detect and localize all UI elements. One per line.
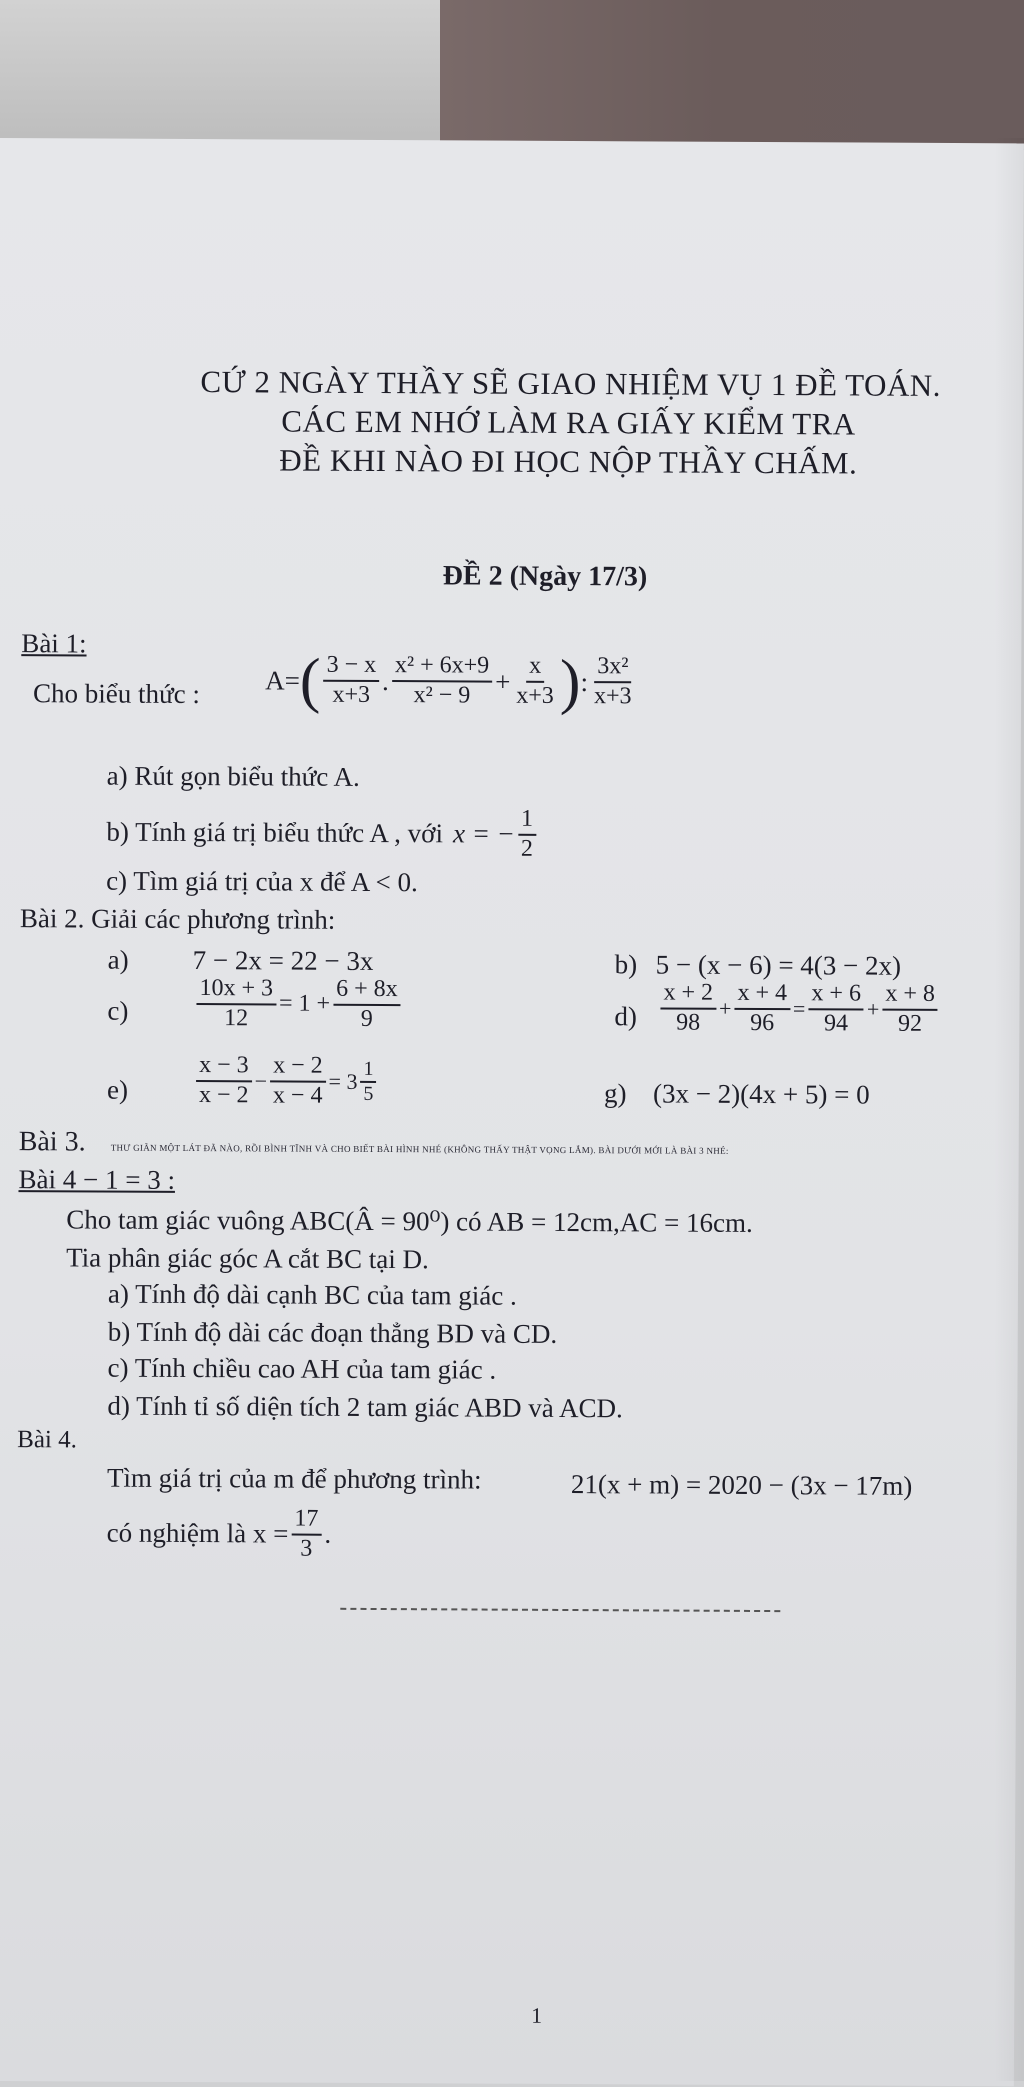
bai2-a-eq: 7 − 2x = 22 − 3x [192,945,374,976]
bai3-b: b) Tính độ dài các đoạn thẳng BD và CD. [107,1316,558,1349]
paper-shadow [994,138,1024,2081]
fraction: $\frac{x}{x+3}$ [516,653,554,709]
fraction: $\frac{17}{3}$ [291,1506,321,1563]
fraction: $\frac{\text{3x²}}{x+3}$ [593,653,632,710]
bai3-line1: Cho tam giác vuông ABC(Â = 90⁰) có AB = 12cm,AC = 16cm. [66,1204,753,1238]
bai1-c: c) Tìm giá trị của x để A < 0. [106,865,418,898]
bai2-a-label: a) [107,944,129,975]
bai2-c-label: c) [107,995,129,1026]
bai2-g-eq: (3x − 2)(4x + 5) = 0 [652,1078,870,1110]
bai3-c: c) Tính chiều cao AH của tam giác . [107,1352,497,1385]
fraction: $\frac{x - 2}{x - 4}$ [270,1052,326,1109]
background-wall [0,0,1024,150]
plus-op: + [495,666,511,697]
left-paren: ( [299,646,321,715]
bai4-line1: Tìm giá trị của m để phương trình: [106,1462,482,1495]
fraction: $\frac{x + 4}{96}$ [734,980,790,1037]
exam-paper [0,138,1024,2086]
heading-line-1: CỨ 2 NGÀY THẦY SẼ GIAO NHIỆM VỤ 1 ĐỀ TOÁN. [200,364,942,403]
bai2-e-eq: $\frac{x - 3}{x - 2}$ − $\frac{x - 2}{x - 4}$ = 3 $\frac{1}{5}$ [193,1052,380,1110]
fraction: $\frac{3 - x}{x+3}$ [323,652,379,709]
bai3-a: a) Tính độ dài cạnh BC của tam giác . [107,1278,517,1311]
right-paren: ) [559,647,581,717]
heading-line-3: ĐỀ KHI NÀO ĐI HỌC NỘP THẦY CHẤM. [279,442,858,481]
bai1-label: Bài 1: [21,628,87,659]
bai2-g-label: g) [603,1078,627,1109]
bai4-label: Bài 4. [17,1426,77,1454]
bai3-note: THƯ GIÃN MỘT LÁT ĐÃ NÀO, RỒI BÌNH TĨNH VÀ CHO BIẾT BÀI HÌNH NHÉ (KHÔNG THẤY THẬT VỌNG LẮM). BÀI DƯỚI MỚI LÀ BÀI 3 NHÉ: [110,1142,729,1156]
bai2-c-eq: $\frac{10x + 3}{12}$ = 1 + $\frac{6 + 8x}{9}$ [193,975,403,1033]
fraction: $\frac{x + 8}{92}$ [882,981,938,1038]
fraction: $\frac{x + 6}{94}$ [808,980,864,1037]
bai2-b-label: b) [614,949,638,980]
bai1-expression [265,646,638,717]
bai4-eq: 21(x + m) = 2020 − (3x − 17m) [570,1469,913,1501]
bai2-b-eq: 5 − (x − 6) = 4(3 − 2x) [655,949,902,981]
fraction: $\frac{x + 2}{98}$ [660,979,716,1036]
fraction: $\frac{\text{x² + 6x+9}}{\text{x² − 9}}$ [392,652,493,710]
bai3-line2: Tia phân giác góc A cắt BC tại D. [66,1242,429,1275]
bai2-e-label: e) [106,1074,129,1105]
fraction: $\frac{1}{2}$ [518,806,536,863]
fraction: $\frac{x - 3}{x - 2}$ [196,1052,252,1109]
bai1-b: b) Tính giá trị biểu thức A , với x = − $\frac{1}{2}$ [106,804,539,863]
exam-title: ĐỀ 2 (Ngày 17/3) [442,560,648,593]
bai1-a: a) Rút gọn biểu thức A. [106,760,360,792]
fraction: $\frac{6 + 8x}{9}$ [333,976,401,1034]
bai2-label: Bài 2. Giải các phương trình: [19,903,336,935]
expr-lhs: A= [265,664,300,696]
bai3-d: d) Tính tỉ số diện tích 2 tam giác ABD và ACD. [107,1390,623,1424]
divide-op: : [580,666,589,697]
fraction: $\frac{10x + 3}{12}$ [196,975,276,1033]
bai1-intro: Cho biểu thức : [33,678,201,710]
bai4-line2: có nghiệm là x = $\frac{17}{3}$ . [106,1505,332,1562]
bai2-d-label: d) [614,1001,637,1032]
bai2-d-eq: $\frac{x + 2}{98}$ + $\frac{x + 4}{96}$ = $\frac{x + 6}{94}$ + $\frac{x + 8}{92}$ [657,979,941,1038]
fraction: $\frac{1}{5}$ [360,1057,376,1105]
heading-line-2: CÁC EM NHỚ LÀM RA GIẤY KIỂM TRA [281,403,856,442]
bai3-label: Bài 3. [18,1126,86,1158]
bai3-sublabel: Bài 4 − 1 = 3 : [18,1164,176,1195]
page-number: 1 [531,2002,543,2028]
dashed-divider [340,1608,780,1612]
dot-op: . [382,665,389,696]
